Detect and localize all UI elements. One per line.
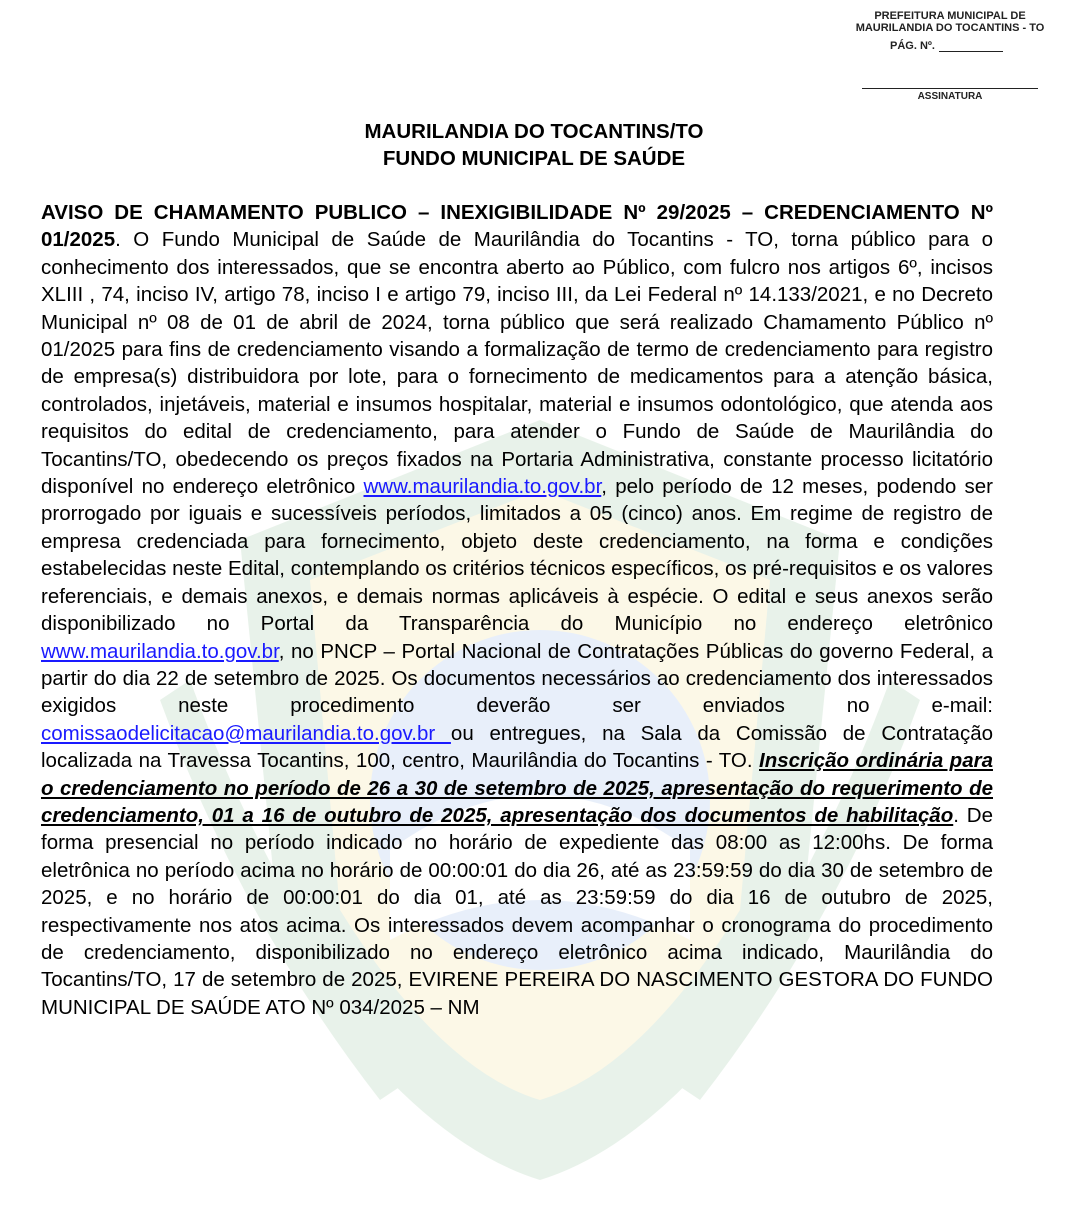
municipal-stamp — [850, 10, 1050, 103]
notice-text-2: , pelo período de 12 meses, podendo ser prorrogado por iguais e sucessíveis períodos, limitados a 05 (cinco) anos. Em regime de registro de empresa credenciada para fornecimento, objeto deste credenciamento, na forma e condições estabelecidas neste Edital, contemplando os critérios técnicos específicos, os pré-requisitos e os valores referenciais, e demais anexos, e demais normas aplicáveis à espécie. O edital e seus anexos serão disponibilizado no Portal da Transparência do Município no endereço eletrônico — [41, 475, 993, 636]
page-number-blank — [939, 51, 1003, 52]
notice-text-1: . O Fundo Municipal de Saúde de Maurilândia do Tocantins - TO, torna público para o conhecimento dos interessados, que se encontra aberto ao Público, com fulcro nos artigos 6º, incisos XLIII , 74, inciso IV, artigo 78, inciso I e artigo 79, inciso III, da Lei Federal nº 14.133/2021, e no Decreto Municipal nº 08 de 01 de abril de 2024, torna público que será realizado Chamamento Público nº 01/2025 para fins de credenciamento visando a formalização de termo de credenciamento para registro de empresa(s) distribuidora por lote, para o fornecimento de medicamentos para a atenção básica, controlados, injetáveis, material e insumos hospitalar, material e insumos odontológico, que atenda aos requisitos do edital de credenciamento, para atender o Fundo de Saúde de Maurilândia do Tocantins/TO, obedecendo os preços fixados na Portaria Administrativa, constante processo licitatório disponível no endereço eletrônico — [41, 228, 993, 499]
notice-title: AVISO DE CHAMAMENTO PUBLICO – INEXIGIBILIDADE Nº 29/2025 – CREDENCIAMENTO Nº 01/2025 — [41, 201, 993, 252]
stamp-line-2: MAURILANDIA DO TOCANTINS - TO — [855, 22, 1045, 34]
website-link-2[interactable]: www.maurilandia.to.gov.br — [41, 639, 279, 663]
notice-text-5: . De forma presencial no período indicado no horário de expediente das 08:00 as 12:00hs. De forma eletrônica no período acima no horário de 00:00:01 do dia 26, até as 23:59:59 do dia 30 de setembro de 2025, e no horário de 00:00:01 do dia 01, até as 23:59:59 do dia 16 de outubro de 2025, respectivamente nos atos acima. Os interessados devem acompanhar o cronograma do procedimento de credenciamento, disponibilizado no endereço eletrônico acima indicado, Maurilândia do Tocantins/TO, 17 de setembro de 2025, EVIRENE PEREIRA DO NASCIMENTO GESTORA DO FUNDO MUNICIPAL DE SAÚDE ATO Nº 034/2025 – NM — [41, 803, 993, 1019]
stamp-line-1: PREFEITURA MUNICIPAL DE — [874, 10, 1026, 22]
header-municipality: MAURILANDIA DO TOCANTINS/TO — [364, 120, 704, 143]
notice-text-3: , no PNCP – Portal Nacional de Contratações Públicas do governo Federal, a partir do dia 22 de setembro de 2025. Os documentos necessários ao credenciamento dos interessados exigidos neste procedimento deverão ser enviados no e-mail: — [41, 639, 993, 718]
registration-period-emphasis: Inscrição ordinária para o credenciamento no período de 26 a 30 de setembro de 2025, apresentação do requerimento de credenciamento, 01 a 16 de outubro de 2025, apresentação dos documentos de habilitação — [41, 749, 993, 827]
notice-body — [41, 199, 993, 1021]
header-fund: FUNDO MUNICIPAL DE SAÚDE — [382, 147, 686, 170]
document-header — [0, 118, 1068, 172]
signature-line — [862, 88, 1038, 89]
website-link-1[interactable]: www.maurilandia.to.gov.br — [363, 475, 602, 499]
notice-text-4: ou entregues, na Sala da Comissão de Contratação localizada na Travessa Tocantins, 100, centro, Maurilândia do Tocantins - TO. — [41, 721, 993, 773]
page-number-field — [850, 40, 1050, 52]
signature-label: ASSINATURA — [917, 91, 983, 102]
page-number-label: PÁG. Nº. — [890, 40, 935, 52]
email-link[interactable]: comissaodelicitacao@maurilandia.to.gov.br — [41, 721, 451, 745]
